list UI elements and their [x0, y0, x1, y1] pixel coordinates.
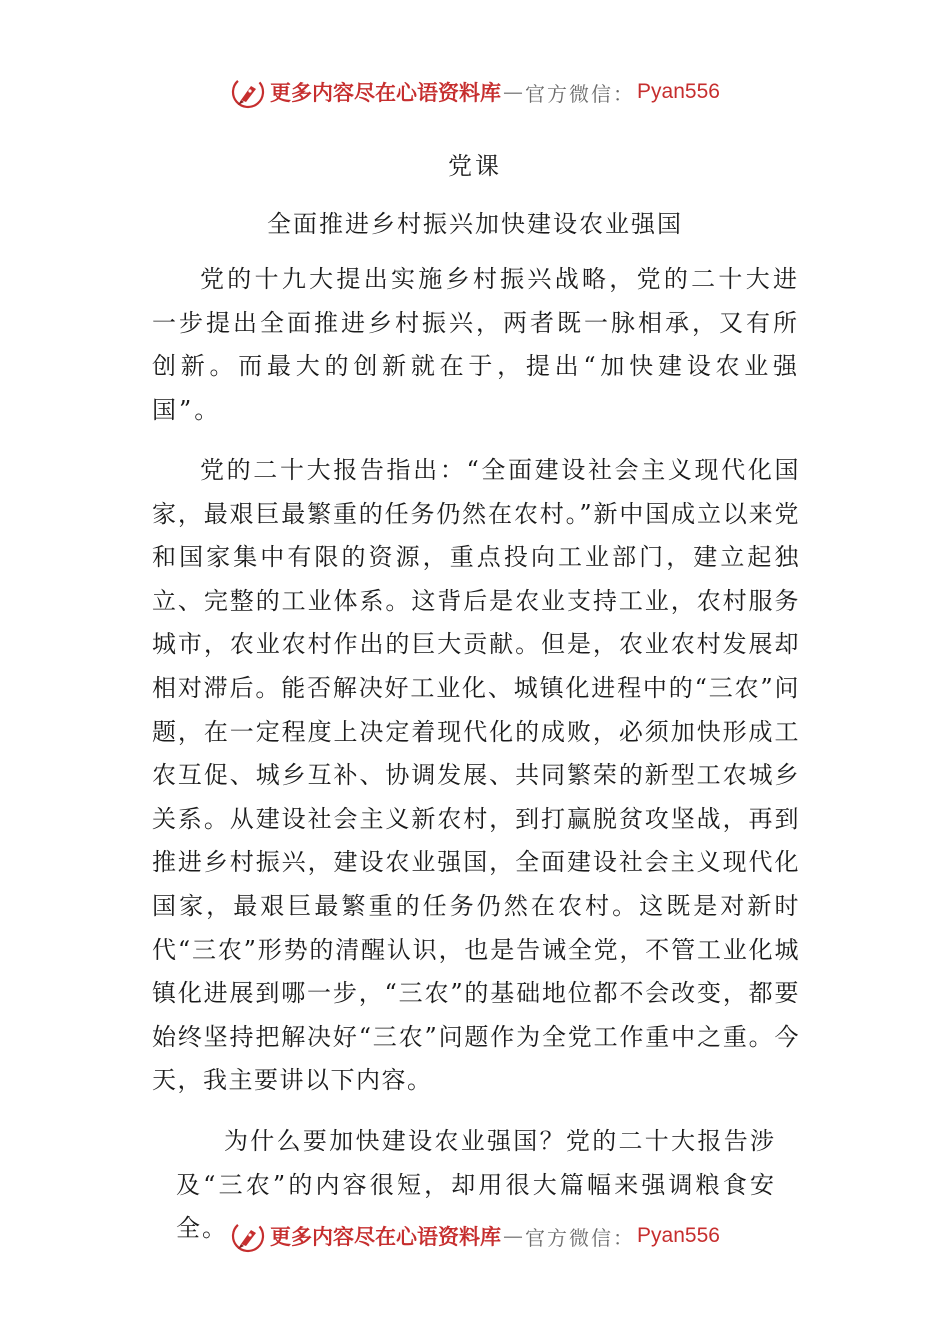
document-subtitle: 全面推进乡村振兴加快建设农业强国 [267, 210, 683, 238]
watermark-dash: — [503, 1224, 524, 1248]
paragraph-1: 党的十九大提出实施乡村振兴战略，党的二十大进一步提出全面推进乡村振兴，两者既一脉相承，又有所创新。而最大的创新就在于，提出“加快建设农业强国”。 [152, 265, 800, 424]
watermark-header [0, 72, 950, 112]
document-title: 党课 [448, 152, 502, 180]
watermark-text: 更多内容尽在心语资料库 [270, 80, 502, 105]
paragraph-3: 为什么要加快建设农业强国？党的二十大报告涉及“三农”的内容很短，却用很大篇幅来强调粮食安全。 [176, 1127, 776, 1243]
watermark-wechat-id: Pyan556 [637, 80, 720, 103]
watermark-contact: 官方微信： [525, 81, 636, 106]
watermark-contact: 官方微信： [525, 1225, 636, 1250]
watermark-dash: — [503, 80, 524, 104]
watermark-wechat-id: Pyan556 [637, 1224, 720, 1247]
pen-nib-logo-icon [230, 74, 266, 110]
watermark-footer [0, 1216, 950, 1256]
pen-nib-logo-icon [230, 1218, 266, 1254]
watermark-text: 更多内容尽在心语资料库 [270, 1224, 502, 1249]
paragraph-2: 党的二十大报告指出：“全面建设社会主义现代化国家，最艰巨最繁重的任务仍然在农村。”新中国成立以来党和国家集中有限的资源，重点投向工业部门，建立起独立、完整的工业体系。这背后是农业支持工业，农村服务城市，农业农村作出的巨大贡献。但是，农业农村发展却相对滞后。能否解决好工业化、城镇化进程中的“三农”问题，在一定程度上决定着现代化的成败，必须加快形成工农互促、城乡互补、协调发展、共同繁荣的新型工农城乡关系。从建设社会主义新农村，到打赢脱贫攻坚战，再到推进乡村振兴，建设农业强国，全面建设社会主义现代化国家，最艰巨最繁重的任务仍然在农村。这既是对新时代“三农”形势的清醒认识，也是告诫全党，不管工业化城镇化进展到哪一步，“三农”的基础地位都不会改变，都要始终坚持把解决好“三农”问题作为全党工作重中之重。今天，我主要讲以下内容。 [152, 456, 800, 1095]
